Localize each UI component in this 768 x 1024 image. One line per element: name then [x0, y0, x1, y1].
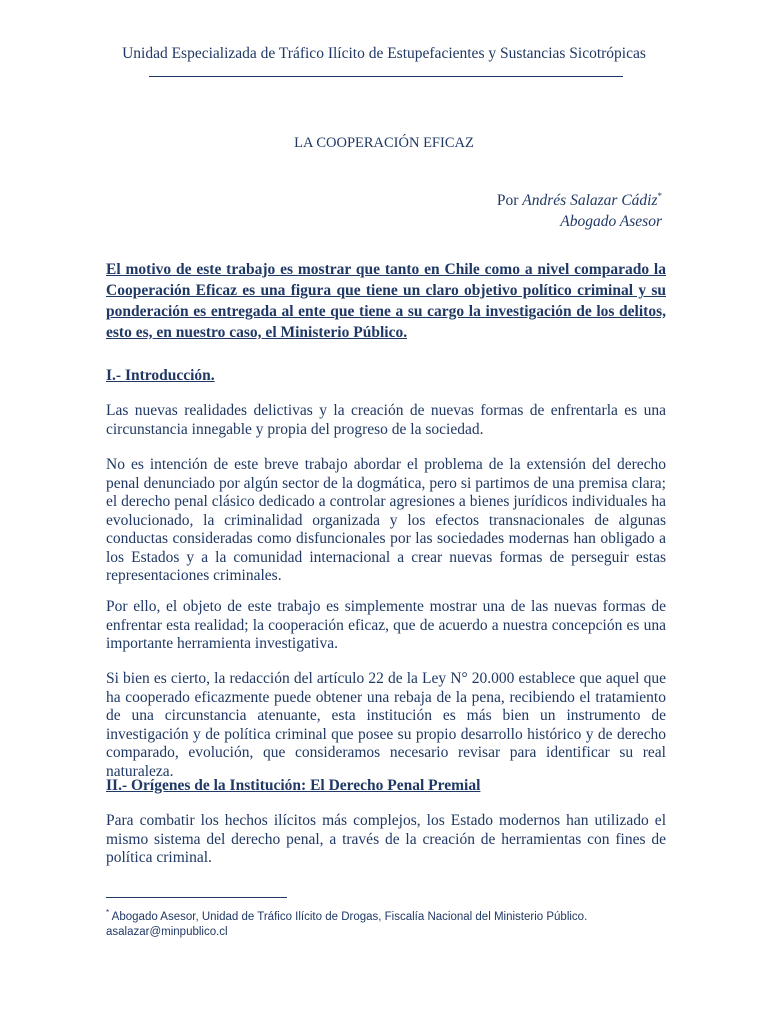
footnote-email[interactable]: asalazar@minpublico.cl: [106, 925, 228, 938]
author-name: Andrés Salazar Cádiz: [522, 192, 658, 210]
section-heading-origenes: II.- Orígenes de la Institución: El Derecho Penal Premial: [106, 777, 481, 794]
byline: [497, 186, 662, 232]
author-role: Abogado Asesor: [560, 213, 662, 231]
section-heading-introduccion: I.- Introducción.: [106, 367, 215, 384]
paragraph: Si bien es cierto, la redacción del artículo 22 de la Ley N° 20.000 establece que aquel que ha cooperado eficazmente puede obtener una rebaja de la pena, recibiendo el tratamiento de una circunstancia atenuante, esta institución es más bien un instrumento de investigación y de política criminal que posee su propio desarrollo histórico y de derecho comparado, evolución, que consideramos necesario revisar para identificar su real naturaleza.: [106, 670, 666, 780]
document-title: LA COOPERACIÓN EFICAZ: [294, 135, 474, 151]
footnote-marker: *: [106, 908, 110, 917]
byline-prefix: Por: [496, 192, 519, 210]
footnote-divider: [106, 897, 287, 898]
footnote-marker[interactable]: *: [657, 191, 662, 201]
header-divider: [149, 76, 623, 77]
abstract-paragraph: El motivo de este trabajo es mostrar que tanto en Chile como a nivel comparado la Cooperación Eficaz es una figura que tiene un claro objetivo político criminal y su ponderación es entregada al ente que tiene a su cargo la investigación de los delitos, esto es, en nuestro caso, el Ministerio Público.: [106, 261, 666, 341]
footnote: [106, 905, 666, 940]
paragraph: Las nuevas realidades delictivas y la creación de nuevas formas de enfrentarla es una circunstancia innegable y propia del progreso de la sociedad.: [106, 402, 666, 438]
paragraph: No es intención de este breve trabajo abordar el problema de la extensión del derecho penal denunciado por algún sector de la dogmática, pero si partimos de una premisa clara; el derecho penal clásico dedicado a controlar agresiones a bienes jurídicos individuales ha evolucionado, la criminalidad organizada y los efectos transnacionales de algunas conductas consideradas como disfuncionales por las sociedades modernas han obligado a los Estados y a la comunidad internacional a crear nuevas formas de perseguir estas representaciones criminales.: [106, 456, 666, 584]
paragraph: Por ello, el objeto de este trabajo es simplemente mostrar una de las nuevas formas de enfrentar esta realidad; la cooperación eficaz, que de acuerdo a nuestra concepción es una importante herramienta investigativa.: [106, 598, 666, 652]
footnote-text: Abogado Asesor, Unidad de Tráfico Ilícito de Drogas, Fiscalía Nacional del Ministerio Público.: [109, 910, 588, 923]
paragraph: Para combatir los hechos ilícitos más complejos, los Estado modernos han utilizado el mismo sistema del derecho penal, a través de la creación de herramientas con fines de política criminal.: [106, 812, 666, 866]
running-header: Unidad Especializada de Tráfico Ilícito de Estupefacientes y Sustancias Sicotrópicas: [122, 45, 646, 62]
